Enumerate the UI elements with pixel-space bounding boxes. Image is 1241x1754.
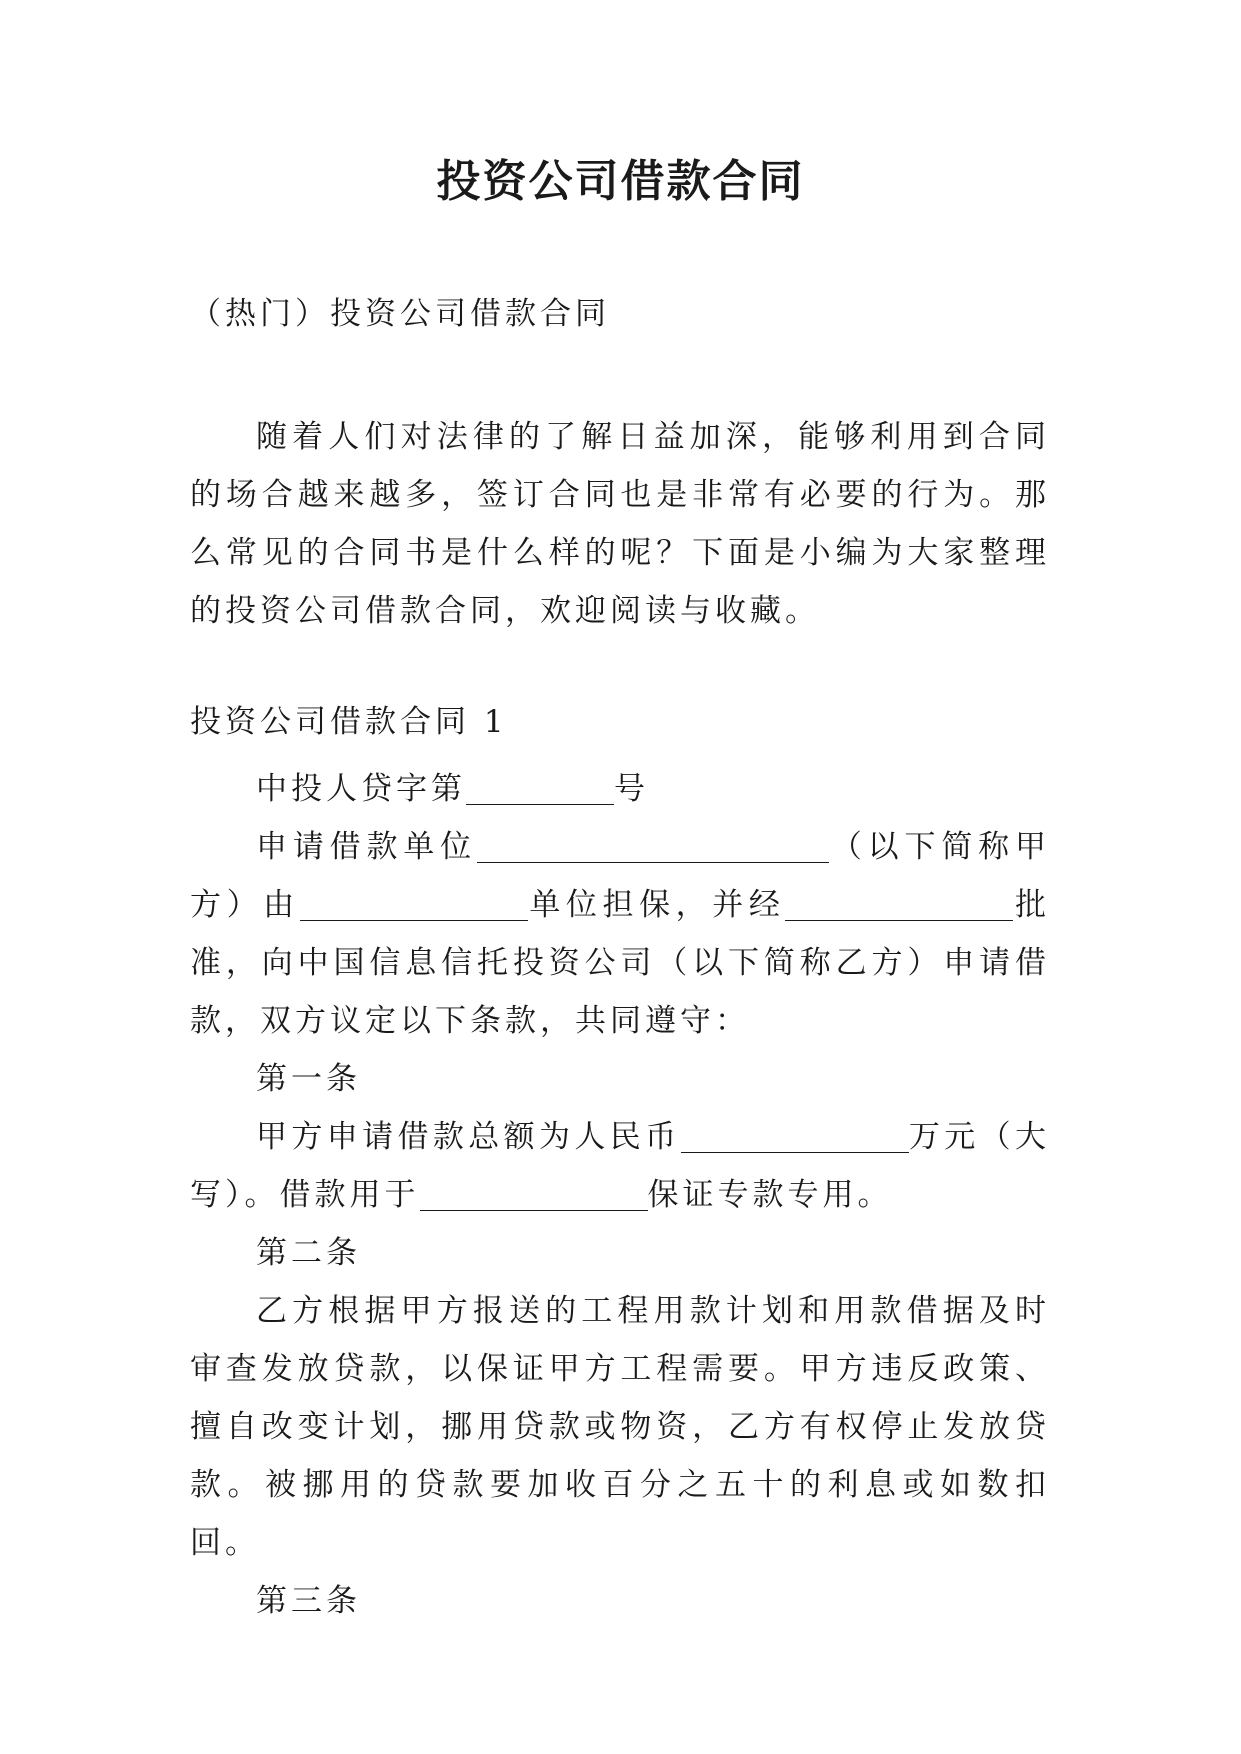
contract-number-suffix: 号 [614,771,649,807]
purpose-blank [420,1180,648,1211]
applicant-text-4: 批准，向中国信息信托投资公司（以下简称乙方）申请借款，双方议定以下条款，共同遵守： [190,887,1051,1039]
applicant-text-3: 单位担保，并经 [527,887,786,923]
contract-number-line [190,760,1050,818]
guarantor-blank [300,890,528,921]
document-subtitle: （热门）投资公司借款合同 [190,296,610,332]
contract-number-blank [466,774,614,805]
article-1-text-3: 保证专款专用。 [647,1177,893,1213]
document-body [190,408,1051,1619]
applicant-paragraph [190,818,1050,1050]
applicant-text-1: 申请借款单位 [256,829,477,865]
section-title: 投资公司借款合同 1 [190,704,508,740]
article-1-heading: 第一条 [256,1061,361,1097]
applicant-text-2: （以下简称甲方）由 [190,829,1050,923]
approver-blank [785,890,1013,921]
article-3-heading: 第三条 [256,1583,361,1619]
applicant-unit-blank [477,832,829,863]
contract-number-prefix: 中投人贷字第 [256,771,466,807]
article-1-text-2: 万元（大写）。借款用于 [190,1119,1050,1213]
contract-content [190,760,1050,1630]
document-title: 投资公司借款合同 [436,156,805,207]
amount-blank [681,1122,909,1153]
article-2-heading: 第二条 [256,1235,361,1271]
article-1-text [190,1108,1050,1224]
article-1-text-1: 甲方申请借款总额为人民币 [256,1119,681,1155]
article-2-text: 乙方根据甲方报送的工程用款计划和用款借据及时审查发放贷款，以保证甲方工程需要。甲方违反政策、擅自改变计划，挪用贷款或物资，乙方有权停止发放贷款。被挪用的贷款要加收百分之五十的利息或如数扣回。 [190,1293,1050,1561]
intro-paragraph: 随着人们对法律的了解日益加深，能够利用到合同的场合越来越多，签订合同也是非常有必要的行为。那么常见的合同书是什么样的呢？下面是小编为大家整理的投资公司借款合同，欢迎阅读与收藏。 [190,419,1050,629]
